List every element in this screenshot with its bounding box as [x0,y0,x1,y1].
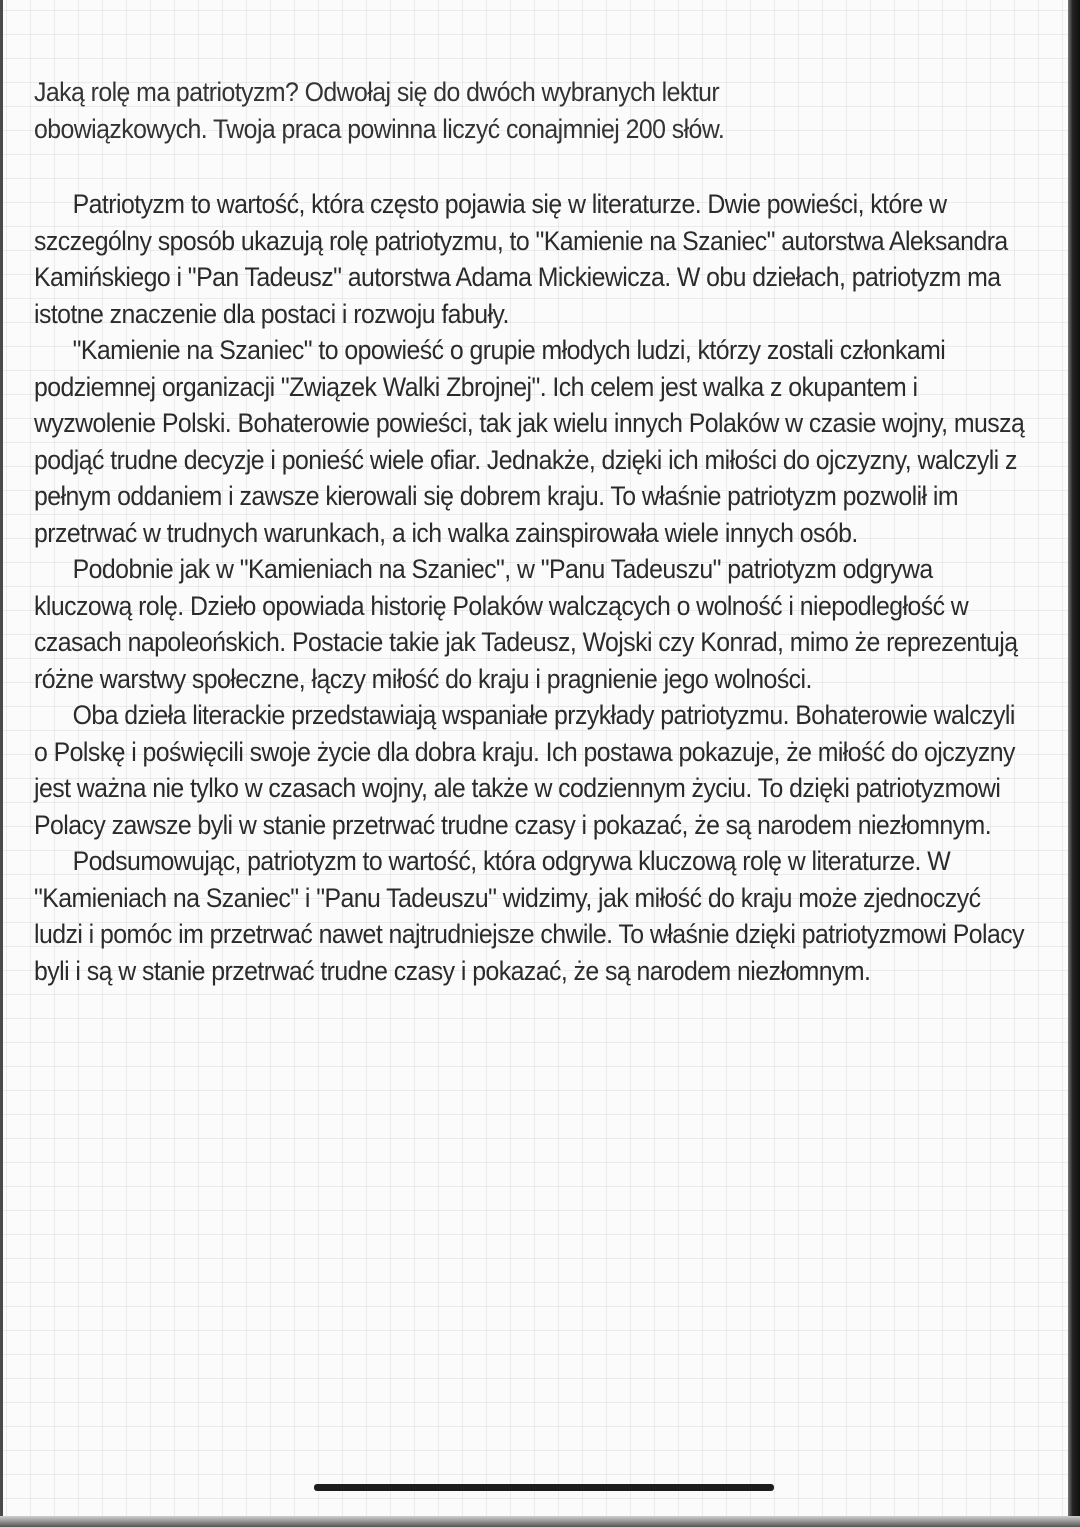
bottom-rule [314,1484,774,1491]
essay-paragraph-pan-tadeusz: Podobnie jak w "Kamieniach na Szaniec", w "Panu Tadeuszu" patriotyzm odgrywa kluczową rolę. Dzieło opowiada historię Polaków walczących o wolność i niepodległość w czasach napoleońskich. Postacie takie jak Tadeusz, Wojski czy Konrad, mimo że reprezentują różne warstwy społeczne, łączy miłość do kraju i pragnienie jego wolności. [34,554,1018,694]
essay-body [34,186,1025,989]
essay-paragraph-kamienie: "Kamienie na Szaniec" to opowieść o grupie młodych ludzi, którzy zostali członkami podziemnej organizacji "Związek Walki Zbrojnej". Ich celem jest walka z okupantem i wyzwolenie Polski. Bohaterowie powieści, tak jak wielu innych Polaków w czasie wojny, muszą podjąć trudne decyzje i ponieść wiele ofiar. Jednakże, dzięki ich miłości do ojczyzny, walczyli z pełnym oddaniem i zawsze kierowali się dobrem kraju. To właśnie patriotyzm pozwolił im przetrwać w trudnych warunkach, a ich walka zainspirowała wiele innych osób. [34,335,1025,548]
scan-left-border [0,0,3,1527]
prompt-line: Jaką rolę ma patriotyzm? Odwołaj się do dwóch wybranych lektur [34,77,720,107]
scan-bottom-border [0,1516,1080,1527]
essay-prompt [34,74,954,147]
scan-right-border [1068,0,1080,1527]
document-text [34,74,1025,989]
essay-paragraph-comparison: Oba dzieła literackie przedstawiają wspaniałe przykłady patriotyzmu. Bohaterowie walczyli o Polskę i poświęcili swoje życie dla dobra kraju. Ich postawa pokazuje, że miłość do ojczyzny jest ważna nie tylko w czasach wojny, ale także w codziennym życiu. To dzięki patriotyzmowi Polacy zawsze byli w stanie przetrwać trudne czasy i pokazać, że są narodem niezłomnym. [34,700,1015,840]
prompt-line: obowiązkowych. Twoja praca powinna liczyć conajmniej 200 słów. [34,113,725,144]
essay-paragraph-intro: Patriotyzm to wartość, która często pojawia się w literaturze. Dwie powieści, które w szczególny sposób ukazują rolę patriotyzmu, to "Kamienie na Szaniec" autorstwa Aleksandra Kamińskiego i "Pan Tadeusz" autorstwa Adama Mickiewicza. W obu dziełach, patriotyzm ma istotne znaczenie dla postaci i rozwoju fabuły. [34,189,1008,329]
essay-paragraph-conclusion: Podsumowując, patriotyzm to wartość, która odgrywa kluczową rolę w literaturze. W "Kamieniach na Szaniec" i "Panu Tadeuszu" widzimy, jak miłość do kraju może zjednoczyć ludzi i pomóc im przetrwać nawet najtrudniejsze chwile. To właśnie dzięki patriotyzmowi Polacy byli i są w stanie przetrwać trudne czasy i pokazać, że są narodem niezłomnym. [34,846,1024,986]
